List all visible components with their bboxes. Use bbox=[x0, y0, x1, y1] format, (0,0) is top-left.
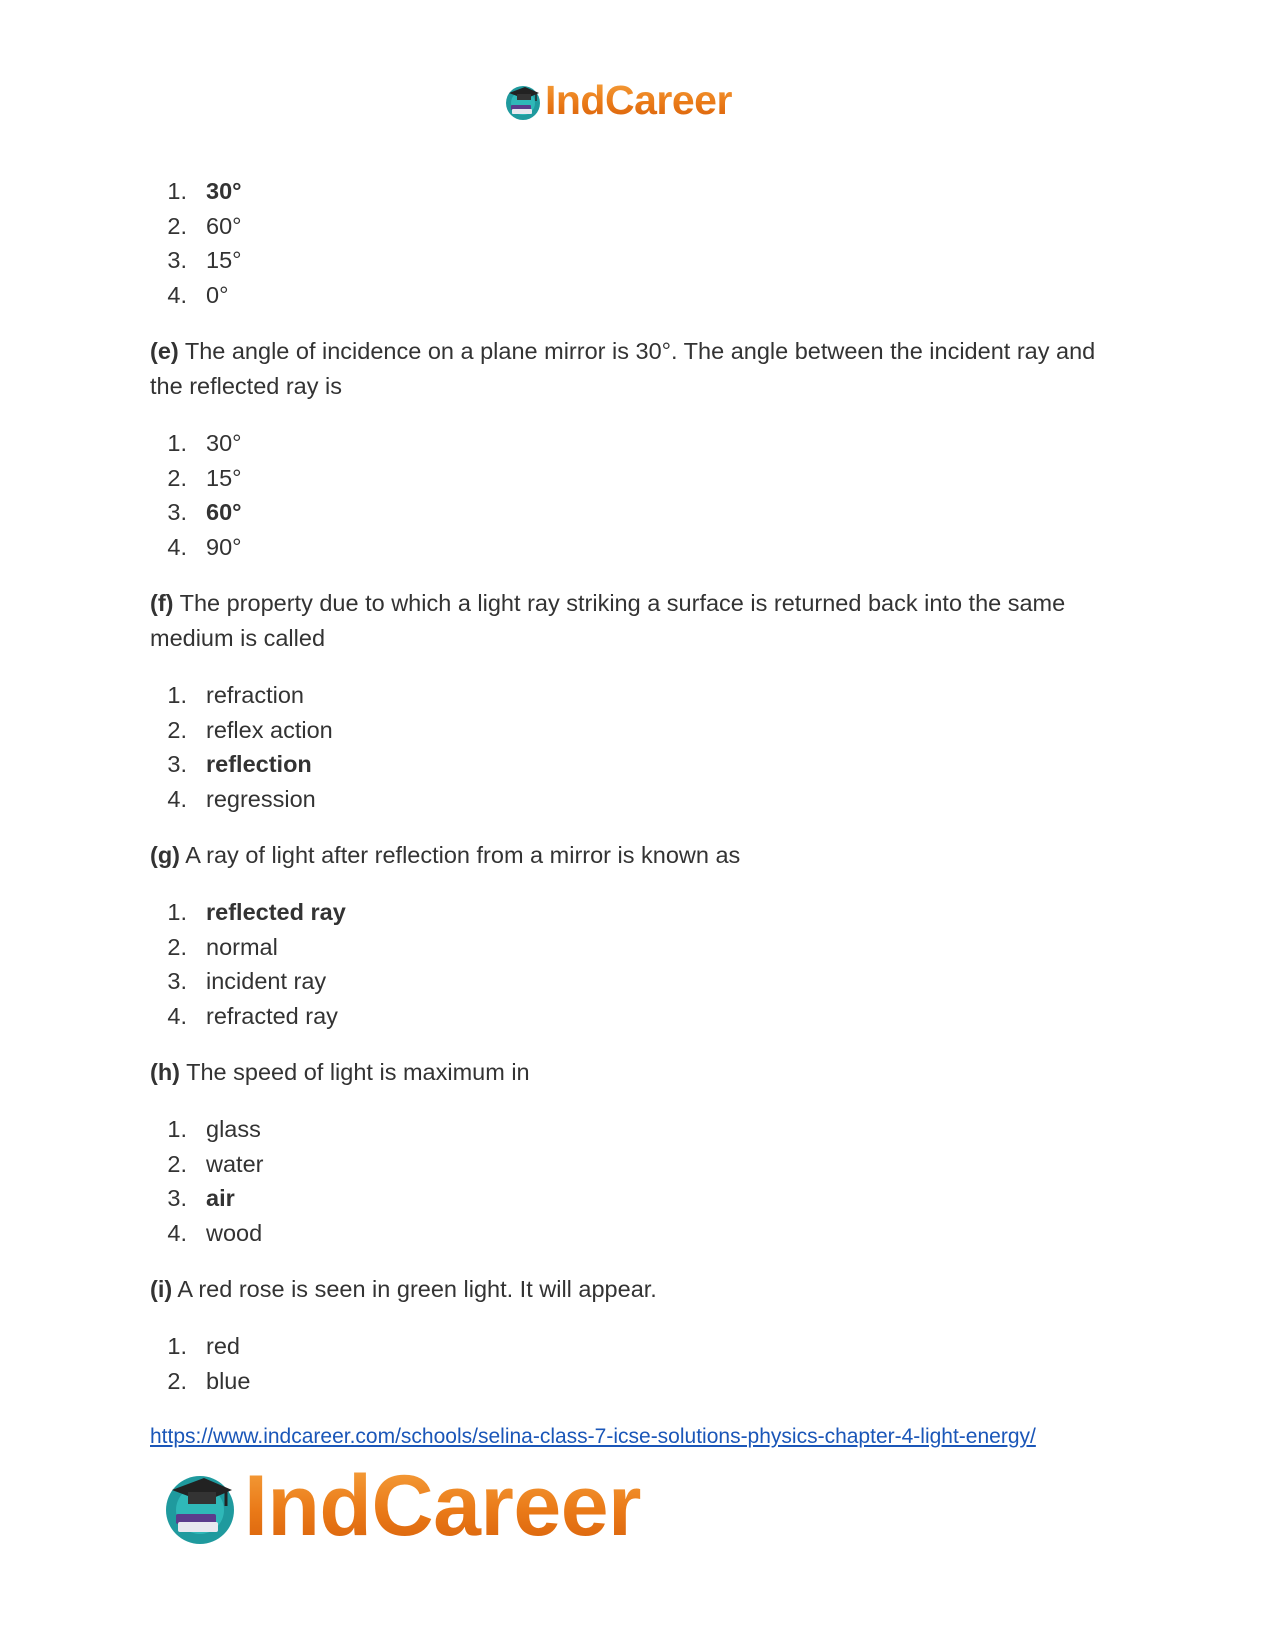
option-number: 4. bbox=[167, 1219, 187, 1246]
option-number: 3. bbox=[167, 1185, 187, 1211]
option-item bbox=[150, 530, 1130, 565]
option-text: 15° bbox=[206, 247, 242, 273]
option-number: 1. bbox=[167, 178, 187, 204]
option-text: 90° bbox=[206, 533, 242, 560]
option-item bbox=[150, 895, 1130, 930]
document-body bbox=[150, 174, 1130, 1398]
option-list bbox=[150, 426, 1130, 564]
question-text bbox=[150, 1272, 1130, 1307]
option-text: glass bbox=[206, 1116, 261, 1142]
graduation-cap-globe-icon bbox=[160, 1466, 240, 1546]
question-text bbox=[150, 1055, 1130, 1090]
option-item bbox=[150, 209, 1130, 244]
option-number: 3. bbox=[167, 968, 187, 994]
option-item bbox=[150, 1216, 1130, 1251]
option-list bbox=[150, 678, 1130, 816]
option-item bbox=[150, 1112, 1130, 1147]
option-text: 30° bbox=[206, 430, 242, 456]
option-number: 3. bbox=[167, 247, 187, 273]
option-list bbox=[150, 1329, 1130, 1398]
option-number: 4. bbox=[167, 785, 187, 812]
option-text: 0° bbox=[206, 281, 229, 308]
option-list bbox=[150, 895, 1130, 1033]
option-item bbox=[150, 495, 1130, 530]
option-item bbox=[150, 999, 1130, 1034]
option-number: 4. bbox=[167, 1002, 187, 1029]
correct-option-text: air bbox=[206, 1185, 235, 1211]
option-item bbox=[150, 678, 1130, 713]
option-text: refracted ray bbox=[206, 1002, 338, 1029]
option-item bbox=[150, 461, 1130, 496]
option-text: 60° bbox=[206, 212, 242, 239]
option-number: 4. bbox=[167, 281, 187, 308]
option-item bbox=[150, 278, 1130, 313]
logo-text: IndCareer bbox=[545, 77, 732, 123]
question-body: The angle of incidence on a plane mirror is 30°. The angle between the incident ray and the reflected ray is bbox=[150, 338, 1096, 399]
question-text bbox=[150, 838, 1130, 873]
option-item bbox=[150, 747, 1130, 782]
option-text: incident ray bbox=[206, 968, 327, 994]
option-text: refraction bbox=[206, 682, 304, 708]
option-list bbox=[150, 174, 1130, 312]
graduation-cap-globe-icon bbox=[503, 81, 543, 121]
correct-option-text: 60° bbox=[206, 499, 242, 525]
question-body: A red rose is seen in green light. It will appear. bbox=[172, 1276, 657, 1302]
option-text: normal bbox=[206, 933, 278, 960]
option-item bbox=[150, 713, 1130, 748]
option-item bbox=[150, 930, 1130, 965]
question-body: A ray of light after reflection from a mirror is known as bbox=[180, 842, 741, 868]
option-number: 1. bbox=[167, 430, 187, 456]
option-item bbox=[150, 1364, 1130, 1399]
option-text: wood bbox=[206, 1219, 263, 1246]
option-item bbox=[150, 426, 1130, 461]
question-label: (g) bbox=[150, 842, 181, 868]
correct-option-text: reflection bbox=[206, 751, 312, 777]
option-number: 4. bbox=[167, 533, 187, 560]
question-text bbox=[150, 586, 1130, 656]
correct-option-text: 30° bbox=[206, 178, 242, 204]
question-label: (i) bbox=[150, 1276, 173, 1302]
logo-text: IndCareer bbox=[244, 1458, 641, 1554]
option-number: 1. bbox=[167, 682, 187, 708]
option-item bbox=[150, 1329, 1130, 1364]
question-label: (f) bbox=[150, 590, 174, 616]
option-text: water bbox=[206, 1150, 264, 1177]
option-number: 1. bbox=[167, 1333, 187, 1359]
correct-option-text: reflected ray bbox=[206, 899, 346, 925]
option-list bbox=[150, 1112, 1130, 1250]
option-text: blue bbox=[206, 1367, 251, 1394]
option-number: 2. bbox=[167, 1150, 187, 1177]
question-body: The property due to which a light ray striking a surface is returned back into the same medium is called bbox=[150, 590, 1066, 651]
option-item bbox=[150, 243, 1130, 278]
option-number: 2. bbox=[167, 212, 187, 239]
source-url-link[interactable]: https://www.indcareer.com/schools/selina-class-7-icse-solutions-physics-chapter-4-light-energy/ bbox=[150, 1425, 1036, 1448]
question-label: (h) bbox=[150, 1059, 181, 1085]
option-number: 2. bbox=[167, 933, 187, 960]
header-logo bbox=[503, 77, 732, 123]
option-number: 3. bbox=[167, 499, 187, 525]
question-body: The speed of light is maximum in bbox=[180, 1059, 530, 1085]
option-text: 15° bbox=[206, 464, 242, 491]
option-item bbox=[150, 174, 1130, 209]
question-text bbox=[150, 334, 1130, 404]
option-number: 2. bbox=[167, 716, 187, 743]
option-item bbox=[150, 1181, 1130, 1216]
option-item bbox=[150, 782, 1130, 817]
option-number: 2. bbox=[167, 1367, 187, 1394]
option-text: red bbox=[206, 1333, 240, 1359]
option-number: 1. bbox=[167, 899, 187, 925]
option-text: regression bbox=[206, 785, 316, 812]
option-number: 1. bbox=[167, 1116, 187, 1142]
option-number: 2. bbox=[167, 464, 187, 491]
option-number: 3. bbox=[167, 751, 187, 777]
option-text: reflex action bbox=[206, 716, 333, 743]
question-label: (e) bbox=[150, 338, 179, 364]
footer-logo bbox=[160, 1458, 641, 1554]
option-item bbox=[150, 964, 1130, 999]
option-item bbox=[150, 1147, 1130, 1182]
